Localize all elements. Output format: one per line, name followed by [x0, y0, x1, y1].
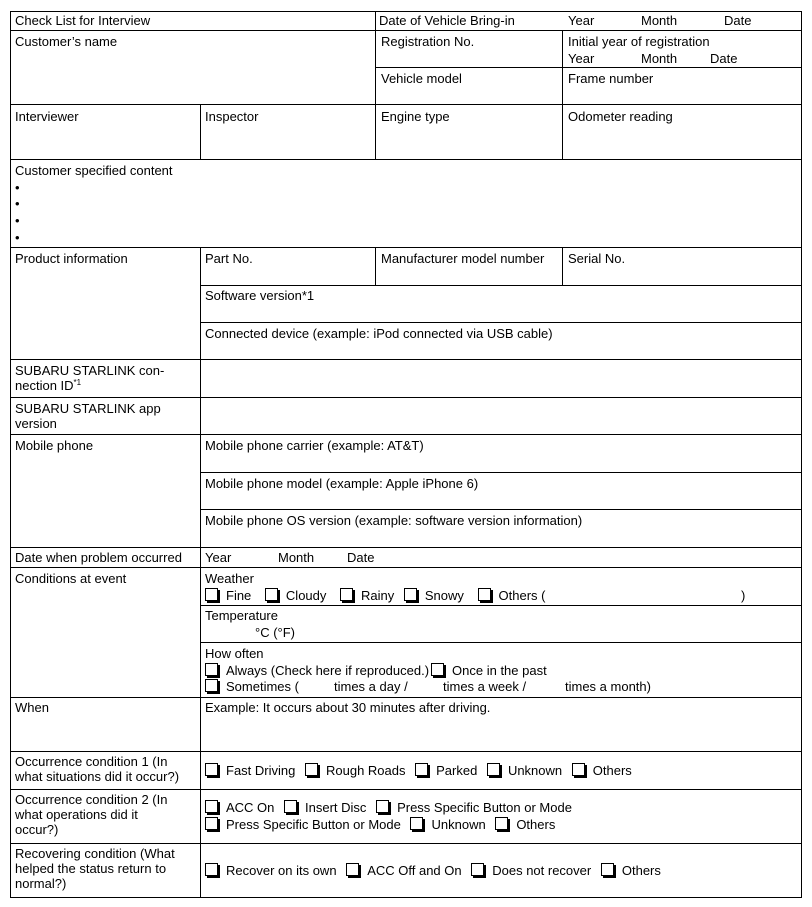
checkbox[interactable] [305, 763, 318, 776]
when-example: Example: It occurs about 30 minutes after driving. [205, 700, 491, 715]
rule [10, 789, 802, 790]
unknown-option[interactable] [487, 763, 562, 778]
checkbox[interactable] [431, 663, 444, 676]
mobile-phone-label: Mobile phone [15, 438, 94, 453]
weather-others-option[interactable] [478, 588, 546, 603]
option-label: Press Specific Button or Mode [226, 817, 401, 832]
label-line: helped the status return to [15, 861, 167, 876]
weather-cloudy-option[interactable] [265, 588, 326, 603]
label-line: what operations did it [15, 807, 138, 822]
label-line: SUBARU STARLINK con- [15, 363, 165, 378]
occurrence2-options-row2 [205, 817, 561, 832]
list-item: • [15, 196, 20, 211]
how-often-row1 [205, 663, 547, 678]
rule [200, 104, 201, 160]
checkbox[interactable] [284, 800, 297, 813]
option-label: Sometimes ( [226, 679, 299, 694]
times-week-label: times a week / [443, 679, 527, 694]
connected-device-label: Connected device (example: iPod connected via USB cable) [205, 326, 553, 341]
label-line: what situations did it occur?) [15, 769, 180, 784]
option-label: Unknown [507, 763, 563, 778]
weather-rainy-option[interactable] [340, 588, 394, 603]
times-day-label: times a day / [334, 679, 408, 694]
rule [10, 359, 802, 360]
label-line: SUBARU STARLINK app [15, 401, 161, 416]
bring-in-year-label: Year [568, 13, 595, 28]
checkbox[interactable] [205, 679, 218, 692]
option-label: Others [621, 863, 661, 878]
option-label: Recover on its own [226, 863, 337, 878]
press-button-option[interactable] [376, 800, 572, 815]
others-option[interactable] [601, 863, 661, 878]
temperature-unit: °C (°F) [255, 625, 295, 640]
option-label: ACC On [226, 800, 275, 815]
when-label: When [15, 700, 49, 715]
checkbox[interactable] [265, 588, 278, 601]
rule [10, 397, 802, 398]
problem-date-day-label: Date [347, 550, 375, 565]
checkbox[interactable] [410, 817, 423, 830]
temperature-label: Temperature [205, 608, 278, 623]
rule [10, 434, 802, 435]
rule [375, 247, 376, 286]
initial-year-label: Initial year of registration [568, 34, 710, 49]
rule-right [801, 11, 802, 898]
weather-options [205, 588, 552, 603]
label-line: Occurrence condition 2 (In [15, 792, 168, 807]
frame-number-label: Frame number [568, 71, 654, 86]
option-label: Fast Driving [226, 763, 296, 778]
checkbox[interactable] [376, 800, 389, 813]
form-title: Check List for Interview [15, 13, 151, 28]
occurrence1-options [205, 763, 638, 778]
checkbox[interactable] [415, 763, 428, 776]
initial-month-label: Month [641, 51, 678, 66]
rule [200, 285, 802, 286]
rule [10, 247, 802, 248]
checkbox[interactable] [205, 763, 218, 776]
checkbox[interactable] [495, 817, 508, 830]
acc-off-on-option[interactable] [346, 863, 461, 878]
product-info-label: Product information [15, 251, 128, 266]
bring-in-month-label: Month [641, 13, 678, 28]
rule [562, 247, 563, 286]
rough-roads-option[interactable] [305, 763, 406, 778]
odometer-label: Odometer reading [568, 109, 673, 124]
option-label: Others [516, 817, 556, 832]
option-label: Always (Check here if reproduced.) [226, 663, 430, 678]
starlink-app-version-label [15, 401, 161, 431]
option-label: Rainy [361, 588, 395, 603]
rule [200, 472, 802, 473]
mobile-model-label: Mobile phone model (example: Apple iPhone 6) [205, 476, 479, 491]
rule [10, 104, 802, 105]
initial-year-label: Year [568, 51, 595, 66]
checkbox[interactable] [205, 800, 218, 813]
interviewer-label: Interviewer [15, 109, 79, 124]
checkbox[interactable] [478, 588, 491, 601]
always-option[interactable] [205, 663, 429, 678]
checkbox[interactable] [404, 588, 417, 601]
conditions-label: Conditions at event [15, 571, 127, 586]
checkbox[interactable] [601, 863, 614, 876]
label-line: Recovering condition (What [15, 846, 175, 861]
label-line: version [15, 416, 57, 431]
parked-option[interactable] [415, 763, 477, 778]
problem-date-label: Date when problem occurred [15, 550, 182, 565]
checkbox[interactable] [471, 863, 484, 876]
how-often-label: How often [205, 646, 264, 661]
software-version-label: Software version*1 [205, 288, 315, 303]
recovering-label [15, 846, 175, 891]
inspector-label: Inspector [205, 109, 259, 124]
checkbox[interactable] [205, 863, 218, 876]
customer-content-label: Customer specified content [15, 163, 173, 178]
sometimes-option[interactable] [205, 679, 299, 694]
rule [375, 11, 376, 160]
checkbox[interactable] [572, 763, 585, 776]
option-label: Others ( [498, 588, 546, 603]
vehicle-model-label: Vehicle model [381, 71, 462, 86]
engine-type-label: Engine type [381, 109, 450, 124]
rule [10, 547, 802, 548]
checkbox[interactable] [346, 863, 359, 876]
list-item: • [15, 180, 20, 195]
rule [10, 159, 802, 160]
customer-name-label: Customer’s name [15, 34, 118, 49]
press-button-option[interactable] [205, 817, 401, 832]
list-item: • [15, 213, 20, 228]
weather-label: Weather [205, 571, 254, 586]
option-label: Once in the past [452, 663, 547, 678]
option-label: Unknown [431, 817, 486, 832]
option-label: Parked [436, 763, 478, 778]
option-label: Insert Disc [305, 800, 367, 815]
starlink-connection-id-label [15, 363, 164, 393]
label-line: nection ID [15, 378, 74, 393]
mobile-os-label: Mobile phone OS version (example: software version information) [205, 513, 583, 528]
rule [200, 322, 802, 323]
rule [10, 751, 802, 752]
occurrence1-label [15, 754, 179, 784]
weather-snowy-option[interactable] [404, 588, 464, 603]
acc-on-option[interactable] [205, 800, 274, 815]
option-label: Snowy [424, 588, 464, 603]
occurrence2-label [15, 792, 167, 837]
serial-no-label: Serial No. [568, 251, 626, 266]
option-label: Rough Roads [325, 763, 406, 778]
label-line: normal?) [15, 876, 67, 891]
others-option[interactable] [572, 763, 632, 778]
recovering-options [205, 863, 667, 878]
option-label: Does not recover [492, 863, 592, 878]
option-label: Press Specific Button or Mode [397, 800, 572, 815]
footnote-marker: *1 [73, 378, 82, 387]
option-label: Fine [226, 588, 252, 603]
checkbox[interactable] [340, 588, 353, 601]
manufacturer-model-label: Manufacturer model number [381, 251, 545, 266]
rule-left [10, 11, 11, 898]
label-line: Occurrence condition 1 (In [15, 754, 168, 769]
checkbox[interactable] [205, 588, 218, 601]
rule [200, 642, 802, 643]
problem-month-label: Month [278, 550, 315, 565]
option-label: ACC Off and On [367, 863, 462, 878]
rule [200, 247, 201, 898]
checkbox[interactable] [205, 663, 218, 676]
option-label: Others [592, 763, 632, 778]
option-label: Cloudy [285, 588, 327, 603]
unknown-option[interactable] [410, 817, 485, 832]
others-option[interactable] [495, 817, 555, 832]
rule [10, 843, 802, 844]
rule [562, 30, 563, 160]
weather-fine-option[interactable] [205, 588, 251, 603]
bring-in-date-label: Date [724, 13, 752, 28]
label-line: occur?) [15, 822, 59, 837]
checkbox[interactable] [205, 817, 218, 830]
rule [200, 509, 802, 510]
problem-year-label: Year [205, 550, 232, 565]
insert-disc-option[interactable] [284, 800, 366, 815]
rule [10, 30, 802, 31]
rule [10, 697, 802, 698]
rule [376, 67, 802, 68]
part-no-label: Part No. [205, 251, 253, 266]
rule [200, 605, 802, 606]
mobile-carrier-label: Mobile phone carrier (example: AT&T) [205, 438, 424, 453]
rule [10, 567, 802, 568]
checkbox[interactable] [487, 763, 500, 776]
not-recover-option[interactable] [471, 863, 591, 878]
list-item: • [15, 230, 20, 245]
times-month-label: times a month) [565, 679, 651, 694]
date-bring-in-label: Date of Vehicle Bring-in [379, 13, 515, 28]
fast-driving-option[interactable] [205, 763, 295, 778]
initial-date-label: Date [710, 51, 738, 66]
rule-top [10, 11, 802, 12]
once-option[interactable] [429, 663, 547, 678]
registration-no-label: Registration No. [381, 34, 475, 49]
recover-own-option[interactable] [205, 863, 337, 878]
occurrence2-options-row1 [205, 800, 578, 815]
rule-bottom [10, 897, 802, 898]
weather-others-close: ) [741, 588, 746, 603]
